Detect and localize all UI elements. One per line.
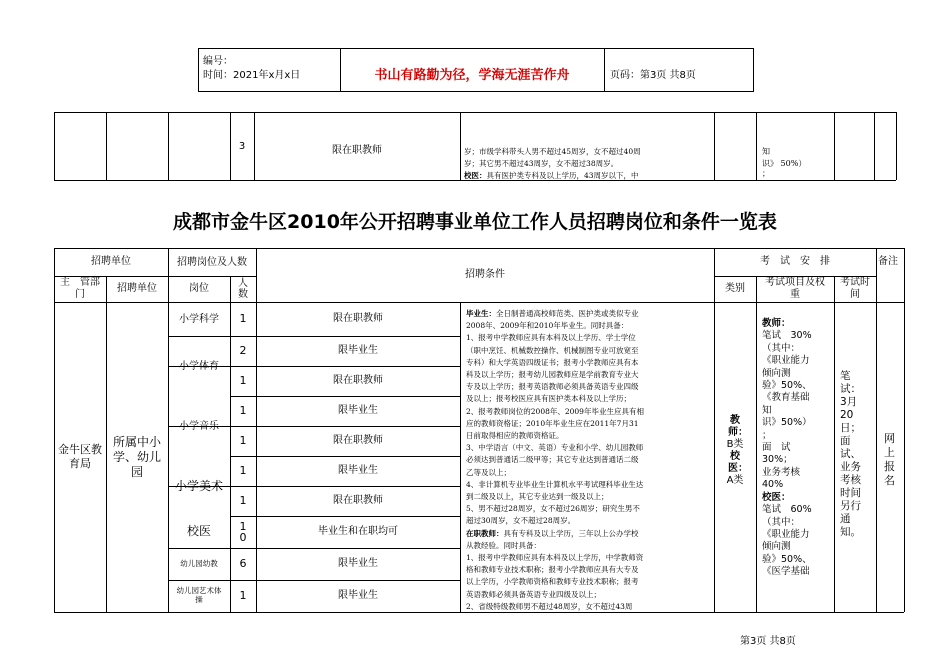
requirement-line (466, 528, 712, 540)
requirement-text: 英语教师必须具备英语专业四级及以上； (466, 589, 601, 599)
requirement-line (466, 369, 712, 381)
page-footer: 第3页 共8页 (740, 636, 796, 647)
requirement-text: 2008年、2009年和2010年毕业生。同时具备： (466, 321, 629, 331)
weight-line: 验》50%、 (762, 380, 812, 392)
prev-weight-line: 知 (762, 147, 770, 156)
category-cell (714, 415, 756, 487)
condition-cell: 限毕业生 (338, 405, 378, 417)
requirement-text: （职中烹饪、机械数控操作、机械制图专业可放宽至 (466, 345, 639, 355)
post-cell: 幼儿园幼教 (180, 558, 218, 568)
requirement-line (466, 430, 712, 442)
weight-line: 倾向测 (762, 541, 791, 553)
requirement-text: 专及以上学历；报考英语教师必须具备英语专业四级 (466, 382, 639, 392)
requirement-line (466, 540, 712, 552)
header-conditions: 招聘条件 (465, 269, 505, 281)
requirement-line (466, 454, 712, 466)
header-post: 岗位 (189, 283, 209, 295)
requirement-line (466, 381, 712, 393)
weight-line: 《医学基础 (762, 566, 810, 578)
post-cell: 小学音乐 (179, 420, 219, 432)
requirement-line (466, 357, 712, 369)
category-teacher-type: B类 (726, 439, 744, 450)
requirement-text: 具有专科及以上学历，三年以上公办学校 (503, 528, 639, 538)
count-cell: 6 (239, 556, 247, 570)
requirements-text (466, 308, 712, 613)
document-title: 成都市金牛区2010年公开招聘事业单位工作人员招聘岗位和条件一览表 (173, 211, 777, 233)
condition-cell: 限在职教师 (333, 375, 383, 387)
requirement-line (466, 345, 712, 357)
requirement-text: 2、省级特级教师男不超过48周岁，女不超过43周 (466, 601, 633, 611)
category-teacher-label: 教师： (728, 415, 748, 438)
prev-req-line: 岁；其它男不超过43周岁，女不超过38周岁。 (464, 159, 619, 169)
prev-row-requirements (464, 146, 712, 183)
weight-label: 校医： (762, 491, 791, 503)
requirement-line (466, 491, 712, 503)
post-cell: 小学美术 (174, 478, 223, 493)
requirement-line (466, 406, 712, 418)
motto-text: 书山有路勤为径，学海无涯苦作舟 (374, 68, 570, 83)
document-time-label: 时间：2021年x月x日 (203, 70, 301, 81)
weight-line: ； (762, 429, 772, 441)
prev-row-number: 3 (238, 141, 246, 152)
requirement-text: 2、报考教师岗位的2008年、2009年毕业生应具有相 (466, 406, 644, 416)
weight-line: 识》50%） (762, 417, 812, 429)
requirement-text: 科及以上学历；报考幼儿园教师应是学前教育专业大 (466, 370, 639, 380)
post-cell: 小学体育 (179, 360, 219, 372)
requirement-line (466, 418, 712, 430)
weight-line: 面 试 (762, 442, 791, 454)
count-cell: 10 (239, 520, 247, 544)
weight-label: 教师： (762, 318, 791, 329)
dept-cell: 金牛区教育局 (58, 443, 102, 470)
weight-line: 倾向测 (762, 367, 791, 379)
count-cell: 1 (239, 311, 247, 325)
header-unit-col: 招聘单位 (117, 283, 157, 295)
requirement-text: 超过30周岁，女不超过28周岁。 (466, 516, 576, 526)
page-number-label: 页码：第3页 共8页 (610, 70, 696, 81)
prev-weight-line: 识》 50%） (762, 159, 807, 169)
header-post-count: 招聘岗位及人数 (177, 256, 247, 268)
requirement-line (466, 393, 712, 405)
requirement-text: 4、非计算机专业毕业生计算机水平考试理科毕业生达 (466, 479, 644, 489)
weight-line: 30%； (762, 454, 793, 466)
header-exam-arrange: 考 试 安 排 (760, 256, 830, 268)
requirement-line (466, 589, 712, 601)
condition-cell: 毕业生和在职均可 (318, 526, 398, 538)
weight-line: 笔试 30% (762, 330, 812, 342)
weight-line: 40% (762, 479, 784, 491)
exam-time-cell: 笔试：3月20日；面试、业务考核时间另行通知。 (840, 370, 861, 538)
weight-line: 笔试 60% (762, 504, 812, 516)
requirement-text: 以上学历，小学教师资格和教师专业技术职称；报考 (466, 577, 639, 587)
requirement-text: 5、男不超过28周岁，女不超过26周岁；研究生男不 (466, 504, 640, 514)
category-doctor-label: 校医： (728, 451, 748, 474)
condition-cell: 限在职教师 (333, 435, 383, 447)
requirement-line (466, 552, 712, 564)
prev-row-weights (762, 146, 832, 178)
header-exam-items: 考试项目及权重 (765, 277, 825, 300)
requirement-text: 专科）和大学英语四级证书；报考小学教师应具有本 (466, 357, 639, 367)
count-cell: 1 (239, 433, 247, 447)
prev-req-line: 岁；市级学科带头人男不超过45周岁，女不超过40周 (464, 147, 641, 156)
weight-line: 知 (762, 404, 772, 416)
prev-weight-line: ； (762, 169, 770, 179)
requirement-text: 乙等及以上； (466, 467, 511, 477)
header-category: 类别 (725, 283, 745, 295)
requirement-bold-label: 毕业生： (466, 309, 496, 318)
post-cell: 小学科学 (179, 313, 219, 325)
requirement-line (466, 332, 712, 344)
requirement-text: 1、报考中学教师应具有本科及以上学历，中学教师资 (466, 553, 644, 563)
count-cell: 1 (239, 463, 247, 477)
count-cell: 1 (239, 493, 247, 507)
requirement-line (466, 320, 712, 332)
header-count: 人数 (238, 278, 248, 300)
requirement-line (466, 601, 712, 613)
weight-line: 验》50%、 (762, 553, 812, 565)
prev-req-bold-label: 校医： (464, 171, 487, 181)
count-cell: 1 (239, 403, 247, 417)
requirement-text: 全日制普通高校师范类、医护类或类似专业 (496, 309, 639, 318)
weight-line: 《教育基础 (762, 392, 810, 404)
requirement-line (466, 479, 712, 491)
requirement-text: 日前取得相应的教师资格证。 (466, 431, 564, 441)
requirement-bold-label: 在职教师： (466, 528, 504, 538)
condition-cell: 限毕业生 (338, 345, 378, 357)
requirement-line (466, 467, 712, 479)
requirement-text: 及以上；报考校医应具有医护类本科及以上学历； (466, 394, 631, 404)
header-unit: 招聘单位 (91, 256, 131, 268)
requirement-text: 到二级及以上，其它专业达到一级及以上； (466, 492, 609, 502)
requirement-line (466, 576, 712, 588)
requirement-text: 格和教师专业技术职称；报考小学教师应具有大专及 (466, 565, 639, 575)
count-cell: 2 (239, 343, 247, 357)
condition-cell: 限毕业生 (338, 558, 378, 570)
requirement-line (466, 442, 712, 454)
category-doctor-type: A类 (726, 475, 744, 486)
requirement-line (466, 503, 712, 515)
requirement-line (466, 515, 712, 527)
condition-cell: 限毕业生 (338, 590, 378, 602)
unit-cell: 所属中小学、幼儿园 (112, 434, 161, 479)
count-cell: 1 (239, 373, 247, 387)
post-cell: 幼儿园艺术体操 (176, 586, 222, 604)
weight-line: （其中： (762, 342, 801, 354)
weight-line: 业务考核 (762, 466, 801, 478)
post-cell: 校医 (186, 524, 211, 539)
count-cell: 1 (239, 588, 247, 602)
prev-req-text: 具有医护类专科及以上学历，43周岁以下，中 (486, 171, 639, 181)
condition-cell: 限在职教师 (333, 495, 383, 507)
weight-line: 《职业能力 (762, 355, 810, 367)
requirement-text: 必须达到普通话二级甲等；其它专业达到普通话二级 (466, 455, 639, 465)
condition-cell: 限毕业生 (338, 465, 378, 477)
requirement-text: 从教经验。同时具备： (466, 540, 541, 550)
weight-line: （其中： (762, 516, 801, 528)
header-exam-time: 考试时间 (840, 277, 870, 300)
weight-line: 《职业能力 (762, 528, 810, 540)
header-remarks: 备注 (878, 256, 898, 267)
requirement-line (466, 308, 712, 320)
prev-row-condition: 限在职教师 (332, 145, 382, 156)
prev-req-line (464, 170, 712, 182)
condition-cell: 限在职教师 (333, 313, 383, 325)
exam-weights (762, 318, 830, 579)
remark-cell: 网上报名 (884, 432, 895, 487)
header-dept: 主 管部 门 (60, 277, 110, 300)
requirement-text: 3、中学语言（中文、英语）专业和小学、幼儿园教师 (466, 443, 644, 453)
requirement-line (466, 564, 712, 576)
requirement-text: 1、报考中学教师应具有本科及以上学历、学士学位 (466, 333, 636, 343)
document-number-label: 编号： (203, 56, 233, 67)
requirement-text: 应的教师资格证；2010年毕业生应在2011年7月31 (466, 418, 639, 428)
